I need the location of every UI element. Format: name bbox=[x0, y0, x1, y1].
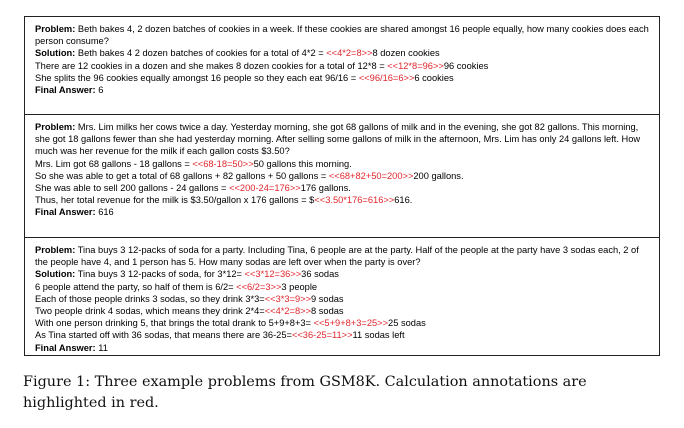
solution-line bbox=[35, 317, 649, 329]
calc-annotation: <<200-24=176>> bbox=[229, 183, 301, 194]
solution-line bbox=[35, 170, 649, 182]
calc-annotation: <<68-18=50>> bbox=[192, 158, 254, 169]
final-answer-value: 616 bbox=[98, 207, 114, 218]
final-answer bbox=[35, 84, 649, 96]
problem-box-3 bbox=[25, 237, 659, 357]
calc-annotation: <<96/16=6>> bbox=[358, 72, 415, 83]
solution-line bbox=[35, 72, 649, 84]
solution-result: 8 sodas bbox=[311, 306, 344, 317]
final-answer-label: Final Answer: bbox=[35, 207, 96, 218]
problem-statement bbox=[35, 244, 649, 268]
solution-line bbox=[35, 329, 649, 341]
calc-annotation: <<3.50*176=616>> bbox=[314, 195, 395, 206]
solution-line bbox=[35, 60, 649, 72]
solution-result: 6 cookies bbox=[414, 72, 454, 83]
solution-text: There are 12 cookies in a dozen and she makes 8 dozen cookies for a total of 12*8 = bbox=[35, 60, 388, 71]
problem-box-2 bbox=[25, 114, 659, 237]
solution-result: 11 sodas left bbox=[352, 330, 405, 341]
final-answer-label: Final Answer: bbox=[35, 342, 96, 353]
solution-text: Thus, her total revenue for the milk is $3.50/gallon x 176 gallons = $ bbox=[35, 195, 315, 206]
solution-result: 3 people bbox=[281, 281, 318, 292]
final-answer bbox=[35, 206, 649, 218]
solution-line bbox=[35, 47, 649, 59]
figure-caption: Figure 1: Three example problems from GSM8K. Calculation annotations are highlighted in red. bbox=[23, 374, 587, 411]
calc-annotation: <<5+9+8+3=25>> bbox=[313, 318, 389, 329]
problem-statement bbox=[35, 121, 649, 158]
solution-line bbox=[35, 182, 649, 194]
final-answer-label: Final Answer: bbox=[35, 85, 96, 96]
problem-box-1 bbox=[25, 17, 659, 114]
solution-result: 9 sodas bbox=[311, 293, 344, 304]
problem-label: Problem: bbox=[35, 122, 76, 132]
calc-annotation: <<12*8=96>> bbox=[387, 60, 444, 71]
calc-annotation: <<4*2=8>> bbox=[326, 48, 373, 59]
solution-result: 8 dozen cookies bbox=[372, 48, 440, 59]
solution-line bbox=[35, 194, 649, 206]
calc-annotation: <<3*12=36>> bbox=[244, 269, 302, 280]
solution-text: Each of those people drinks 3 sodas, so they drink 3*3= bbox=[35, 293, 265, 304]
solution-result: 96 cookies bbox=[443, 60, 489, 71]
calc-annotation: <<68+82+50=200>> bbox=[328, 170, 414, 181]
problem-text: Tina buys 3 12-packs of soda for a party. Including Tina, 6 people are at the party. Half of the people at the party have 3 sodas each, 2 of the people have 4, and 1 person has 5. How many sodas are left over when the party is over? bbox=[35, 245, 639, 268]
problem-statement bbox=[35, 23, 649, 47]
solution-result: 25 sodas bbox=[388, 318, 426, 329]
solution-text: Two people drink 4 sodas, which means they drink 2*4= bbox=[35, 306, 265, 317]
solution-result: 616. bbox=[394, 195, 413, 206]
problem-label: Problem: bbox=[35, 245, 76, 255]
final-answer-value: 11 bbox=[98, 342, 108, 353]
solution-line bbox=[35, 293, 649, 305]
solution-text: So she was able to get a total of 68 gallons + 82 gallons + 50 gallons = bbox=[35, 170, 329, 181]
calc-annotation: <<4*2=8>> bbox=[264, 306, 311, 317]
solution-text: 6 people attend the party, so half of them is 6/2= bbox=[35, 281, 237, 292]
solution-text: Beth bakes 4 2 dozen batches of cookies for a total of 4*2 = bbox=[77, 48, 327, 59]
solution-result: 176 gallons. bbox=[300, 183, 351, 194]
final-answer-value: 6 bbox=[98, 85, 104, 96]
solution-line bbox=[35, 158, 649, 170]
solution-result: 50 gallons this morning. bbox=[253, 158, 352, 169]
solution-line bbox=[35, 268, 649, 280]
problem-text: Mrs. Lim milks her cows twice a day. Yesterday morning, she got 68 gallons of milk and in the evening, she got 82 gallons. This morning, she got 18 gallons fewer than she had yesterday morning. After selling some gallons of milk in the afternoon, Mrs. Lim has only 24 gallons left. How much was her revenue for the milk if each gallon costs $3.50? bbox=[35, 122, 641, 157]
solution-line bbox=[35, 305, 649, 317]
solution-text: With one person drinking 5, that brings the total drank to 5+9+8+3= bbox=[35, 318, 314, 329]
solution-result: 200 gallons. bbox=[413, 170, 464, 181]
problem-text: Beth bakes 4, 2 dozen batches of cookies in a week. If these cookies are shared amongst 16 people equally, how many cookies does each person consume? bbox=[35, 24, 649, 47]
figure-panel bbox=[24, 16, 660, 356]
solution-text: Tina buys 3 12-packs of soda, for 3*12= bbox=[77, 269, 245, 280]
solution-result: 36 sodas bbox=[301, 269, 339, 280]
solution-label: Solution: bbox=[35, 269, 76, 280]
problem-label: Problem: bbox=[35, 24, 76, 34]
calc-annotation: <<36-25=11>> bbox=[291, 330, 353, 341]
solution-line bbox=[35, 281, 649, 293]
solution-label: Solution: bbox=[35, 48, 76, 59]
calc-annotation: <<3*3=9>> bbox=[264, 293, 312, 304]
final-answer bbox=[35, 342, 649, 354]
solution-text: Mrs. Lim got 68 gallons - 18 gallons = bbox=[35, 158, 193, 169]
calc-annotation: <<6/2=3>> bbox=[236, 281, 282, 292]
solution-text: She was able to sell 200 gallons - 24 gallons = bbox=[35, 183, 230, 194]
solution-text: She splits the 96 cookies equally amongst 16 people so they each eat 96/16 = bbox=[35, 72, 359, 83]
solution-text: As Tina started off with 36 sodas, that means there are 36-25= bbox=[35, 330, 292, 341]
